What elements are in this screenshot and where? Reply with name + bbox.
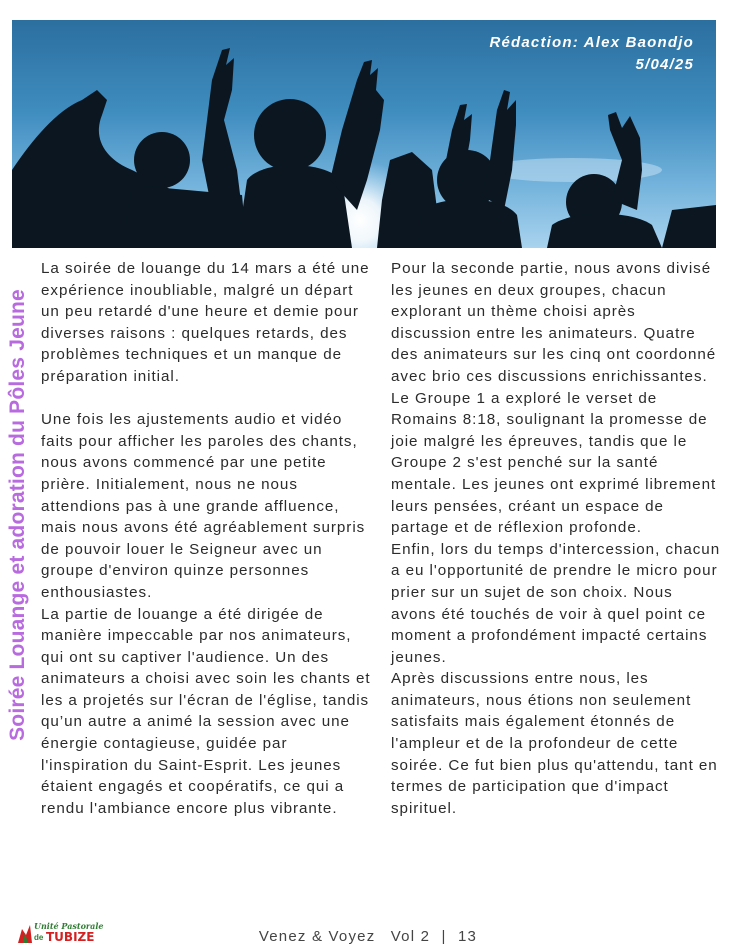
page-footer: [0, 928, 736, 945]
paragraph: Enfin, lors du temps d'intercession, chacun a eu l'opportunité de prendre le micro pour prier sur un sujet de son choix. Nous avons été touchés de voir à quel point ce moment a profondément impacté certains jeunes.: [391, 540, 721, 666]
paragraph: La soirée de louange du 14 mars a été une expérience inoubliable, malgré un départ un peu retardé d'une heure et demie pour diverses raisons : quelques retards, des problèmes techniques et un manque de préparation initial.: [41, 260, 370, 385]
logo-line-3: de: [34, 933, 44, 942]
paragraph: Une fois les ajustements audio et vidéo faits pour afficher les paroles des chants, nous avons commencé par une petite prière. Initialement, nous ne nous attendions pas à une grande affluence, mais nous avons été agréablement surpris de pouvoir louer le Seigneur avec un groupe d'environ quinze personnes enthousiastes.: [41, 411, 366, 601]
footer-separator: |: [441, 928, 447, 945]
article-title: Soirée Louange et adoration du Pôles Jeune: [6, 289, 30, 741]
author-credit: Rédaction: Alex Baondjo: [489, 34, 694, 51]
paragraph: Après discussions entre nous, les animateurs, nous étions non seulement satisfaits mais également étonnés de l'ampleur et de la profondeur de cette soirée. Ce fut bien plus qu'attendu, tant en termes de participation que d'impact spirituel.: [391, 670, 718, 817]
article-title-vertical: [0, 265, 39, 765]
logo-line-1: Unité Pastorale: [34, 921, 104, 931]
byline-block: [489, 32, 694, 76]
logo-line-2: TUBIZE: [46, 930, 95, 944]
paragraph-spacer: [41, 388, 374, 410]
article-column-left: [41, 258, 374, 819]
paragraph: La partie de louange a été dirigée de manière impeccable par nos animateurs, qui ont su captiver l'audience. Un des animateurs a choisi avec soin les chants et les a projetés sur l'écran de l'église, tandis qu’un autre a animé la session avec une énergie contagieuse, guidée par l'inspiration du Saint-Esprit. Les jeunes étaient engagés et coopératifs, ce qui a rendu l'ambiance encore plus vibrante.: [41, 605, 371, 817]
header-photo: [12, 20, 716, 248]
volume-label: Vol 2: [390, 928, 431, 945]
page-number: 13: [458, 928, 478, 945]
article-column-right: [391, 258, 721, 819]
publish-date: 5/04/25: [635, 56, 694, 73]
publication-name: Venez & Voyez: [258, 928, 376, 945]
paragraph: Pour la seconde partie, nous avons divisé les jeunes en deux groupes, chacun explorant un thème choisi après discussion entre les animateurs. Quatre des animateurs sur les cinq ont coordonné avec brio ces discussions enrichissantes. Le Groupe 1 a exploré le verset de Romains 8:18, soulignant la promesse de joie malgré les épreuves, tandis que le Groupe 2 s'est penché sur la santé mentale. Les jeunes ont exprimé librement leurs pensées, créant un espace de partage et de réflexion profonde.: [391, 260, 717, 537]
